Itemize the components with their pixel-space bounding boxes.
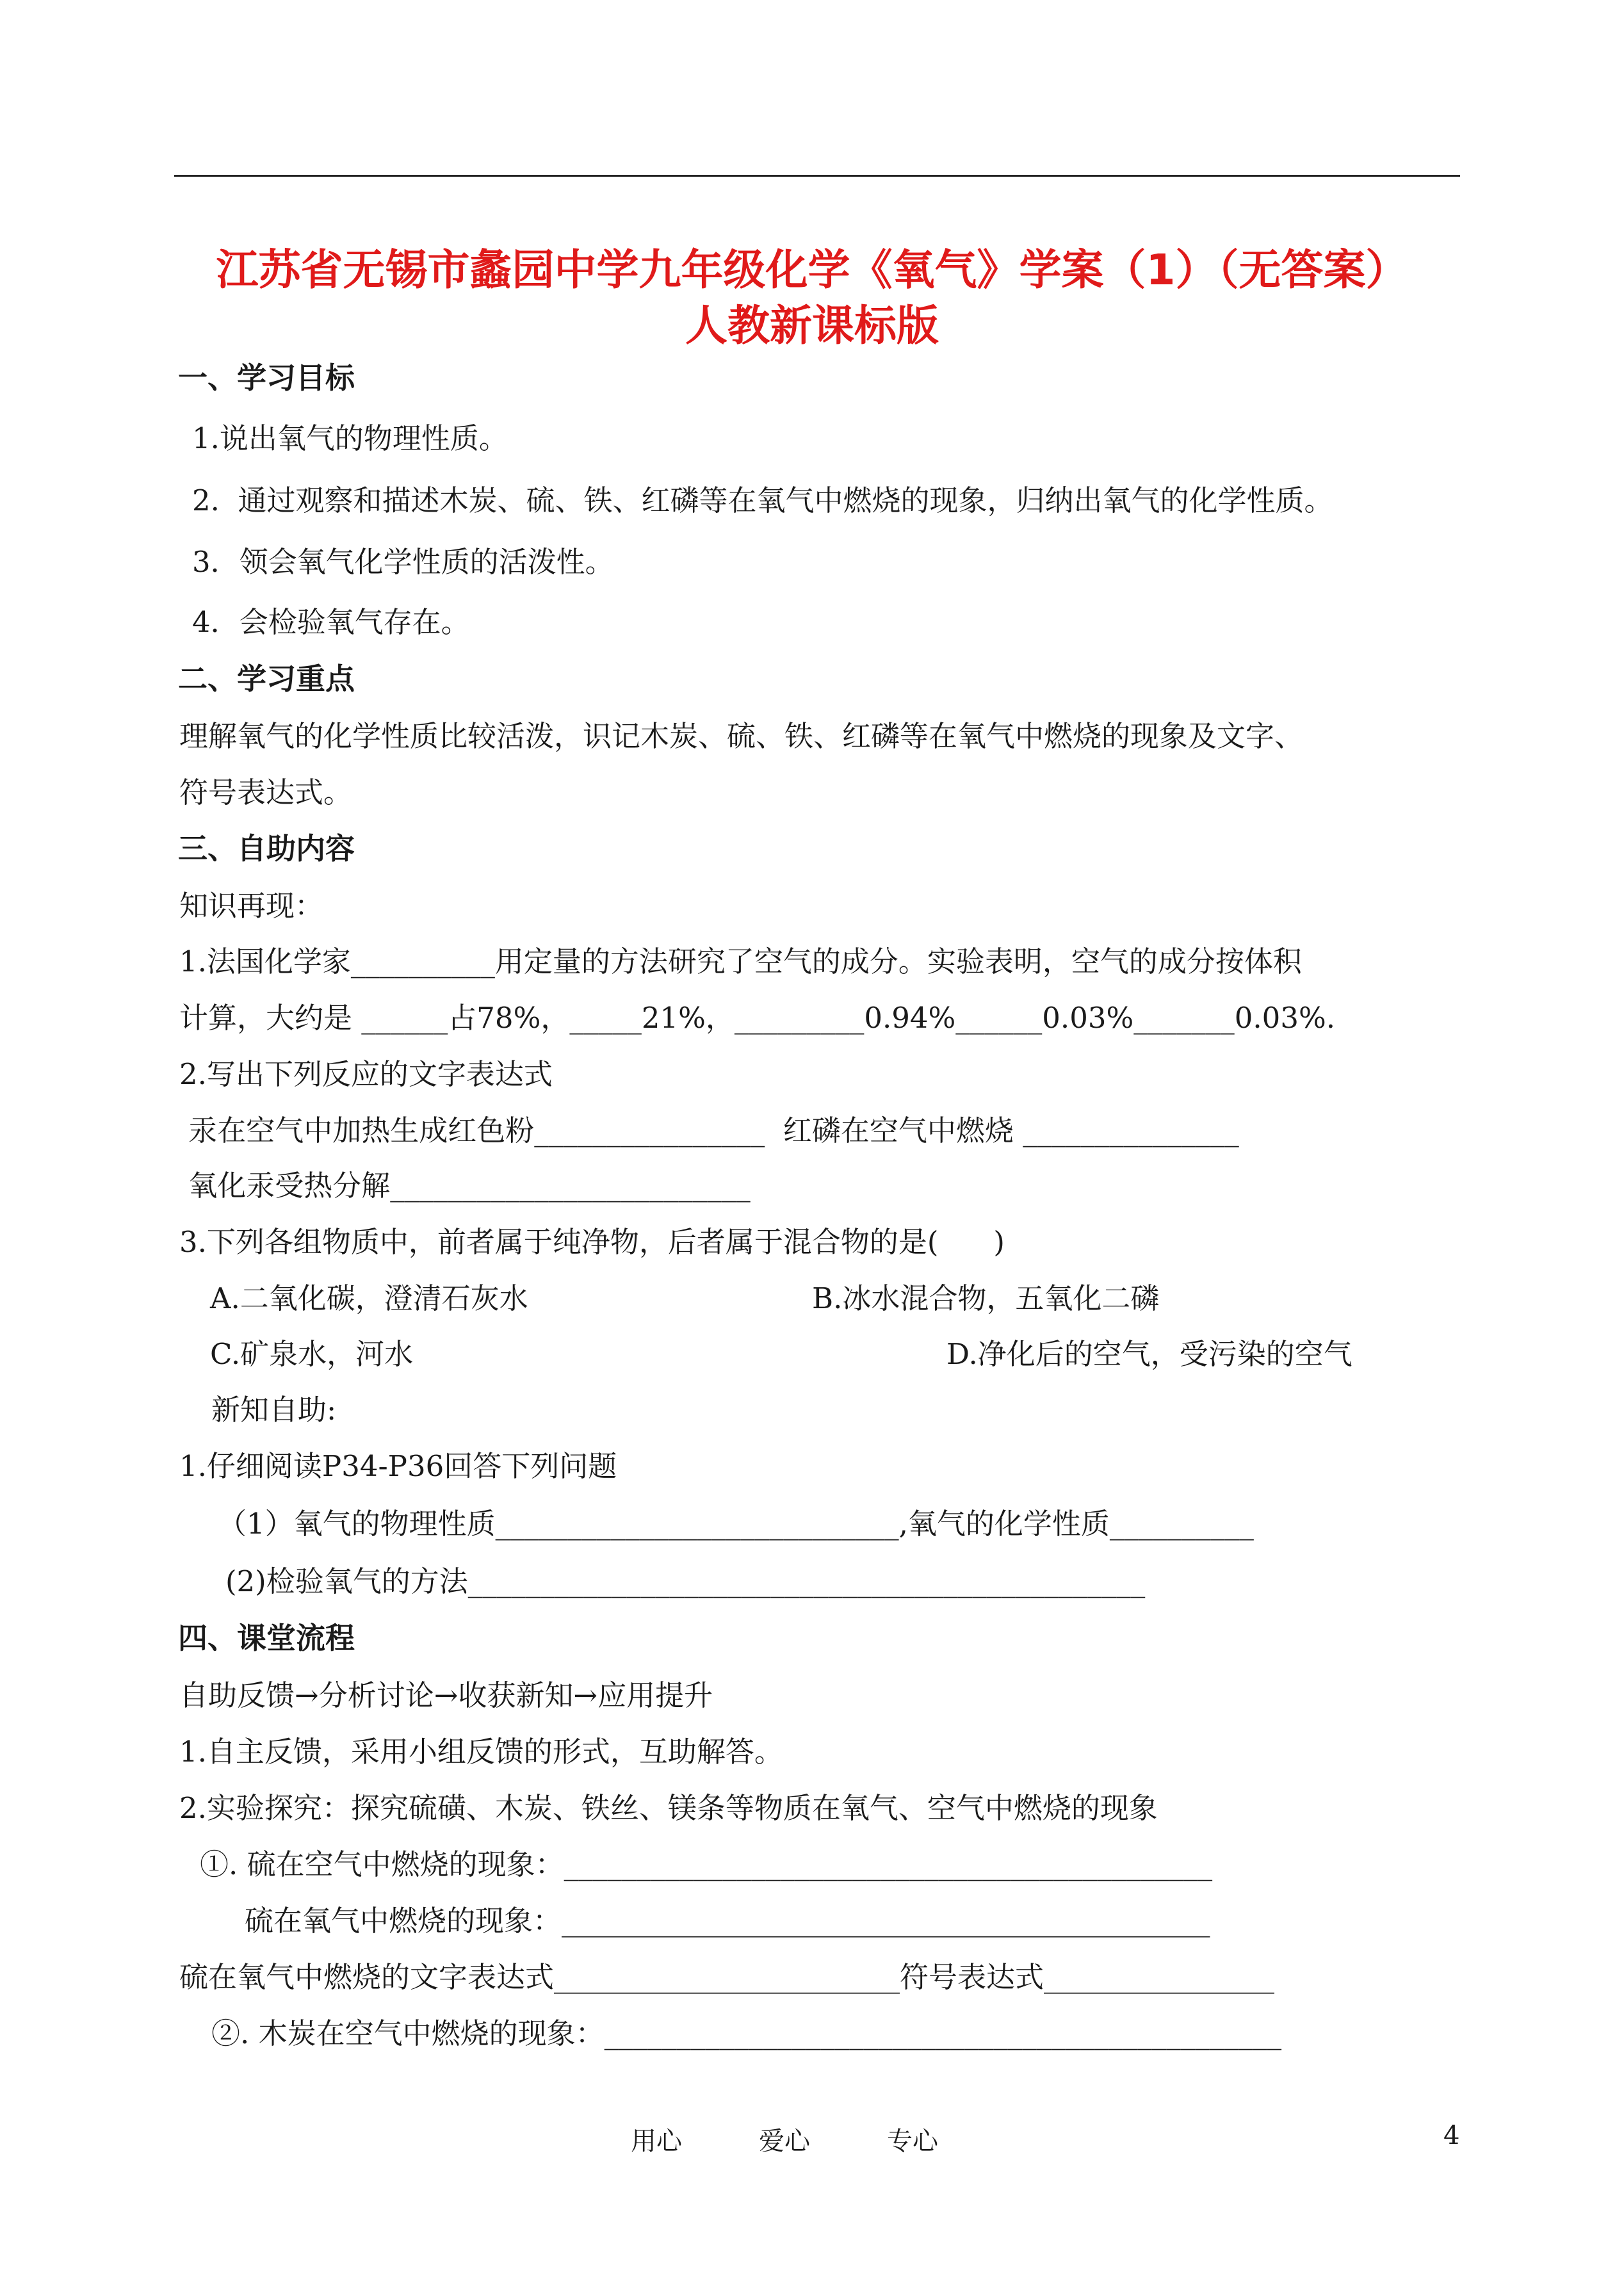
goal-item: 2. 通过观察和描述木炭、硫、铁、红磷等在氧气中燃烧的现象，归纳出氧气的化学性质。: [192, 483, 1333, 517]
section-heading-flow: 四、课堂流程: [178, 1621, 355, 1655]
section-heading-self-help: 三、自助内容: [178, 831, 355, 866]
key-points-line: 理解氧气的化学性质比较活泼，识记木炭、硫、铁、红磷等在氧气中燃烧的现象及文字、: [179, 719, 1304, 753]
fill-blank-line: 汞在空气中加热生成红色粉________________ 红磷在空气中燃烧 _______________: [179, 1114, 1239, 1148]
flow-line: 2.实验探究：探究硫磺、木炭、铁丝、镁条等物质在氧气、空气中燃烧的现象: [179, 1791, 1158, 1825]
goal-item: 4．会检验氧气存在。: [192, 605, 470, 639]
option-a: A.二氧化碳，澄清石灰水: [210, 1281, 528, 1315]
footer-word: 爱心: [759, 2127, 810, 2156]
goal-item: 1.说出氧气的物理性质。: [192, 421, 508, 455]
flow-line: 1.自主反馈，采用小组反馈的形式，互助解答。: [179, 1735, 783, 1769]
fill-blank-line: (2)检验氧气的方法_______________________________________________: [225, 1564, 1146, 1598]
fill-blank-line: 计算，大约是 ______占78%，_____21%，_________0.94%______0.03%_______0.03%.: [179, 1001, 1336, 1035]
option-b: B.冰水混合物，五氧化二磷: [812, 1281, 1160, 1315]
question-line: 1.仔细阅读P34-P36回答下列问题: [179, 1449, 617, 1483]
header-rule: [174, 175, 1460, 177]
option-d: D.净化后的空气，受污染的空气: [946, 1337, 1352, 1371]
fill-blank-line: 硫在氧气中燃烧的文字表达式________________________符号表达式________________: [179, 1960, 1275, 1994]
question-line: 2.写出下列反应的文字表达式: [179, 1057, 553, 1091]
question-line: 3.下列各组物质中，前者属于纯净物，后者属于混合物的是( ): [179, 1225, 1005, 1259]
document-title-line2: 人教新课标版: [685, 301, 939, 350]
footer-word: 用心: [631, 2127, 682, 2156]
document-title-line1: 江苏省无锡市蠡园中学九年级化学《氧气》学案（1）（无答案）: [216, 245, 1408, 295]
option-c: C.矿泉水，河水: [210, 1337, 414, 1371]
review-label: 知识再现：: [179, 889, 324, 923]
fill-blank-line: 1.法国化学家__________用定量的方法研究了空气的成分。实验表明，空气的成分按体积: [179, 945, 1302, 978]
fill-blank-line: ①. 硫在空气中燃烧的现象：_____________________________________________: [200, 1847, 1213, 1881]
footer-word: 专心: [887, 2127, 938, 2156]
goal-item: 3．领会氧气化学性质的活泼性。: [192, 545, 614, 579]
new-knowledge-label: 新知自助:: [211, 1393, 337, 1427]
section-heading-key-points: 二、学习重点: [178, 661, 355, 696]
page-number: 4: [1443, 2121, 1460, 2150]
fill-blank-line: 氧化汞受热分解_________________________: [179, 1169, 751, 1203]
fill-blank-line: ②. 木炭在空气中燃烧的现象：_______________________________________________: [211, 2016, 1282, 2050]
fill-blank-line: （1）氧气的物理性质____________________________,氧气的化学性质__________: [218, 1507, 1254, 1541]
fill-blank-line: 硫在氧气中燃烧的现象：_____________________________________________: [245, 1904, 1210, 1938]
key-points-line: 符号表达式。: [179, 775, 353, 809]
section-heading-goals: 一、学习目标: [178, 361, 355, 395]
flow-line: 自助反馈→分析讨论→收获新知→应用提升: [179, 1678, 713, 1712]
